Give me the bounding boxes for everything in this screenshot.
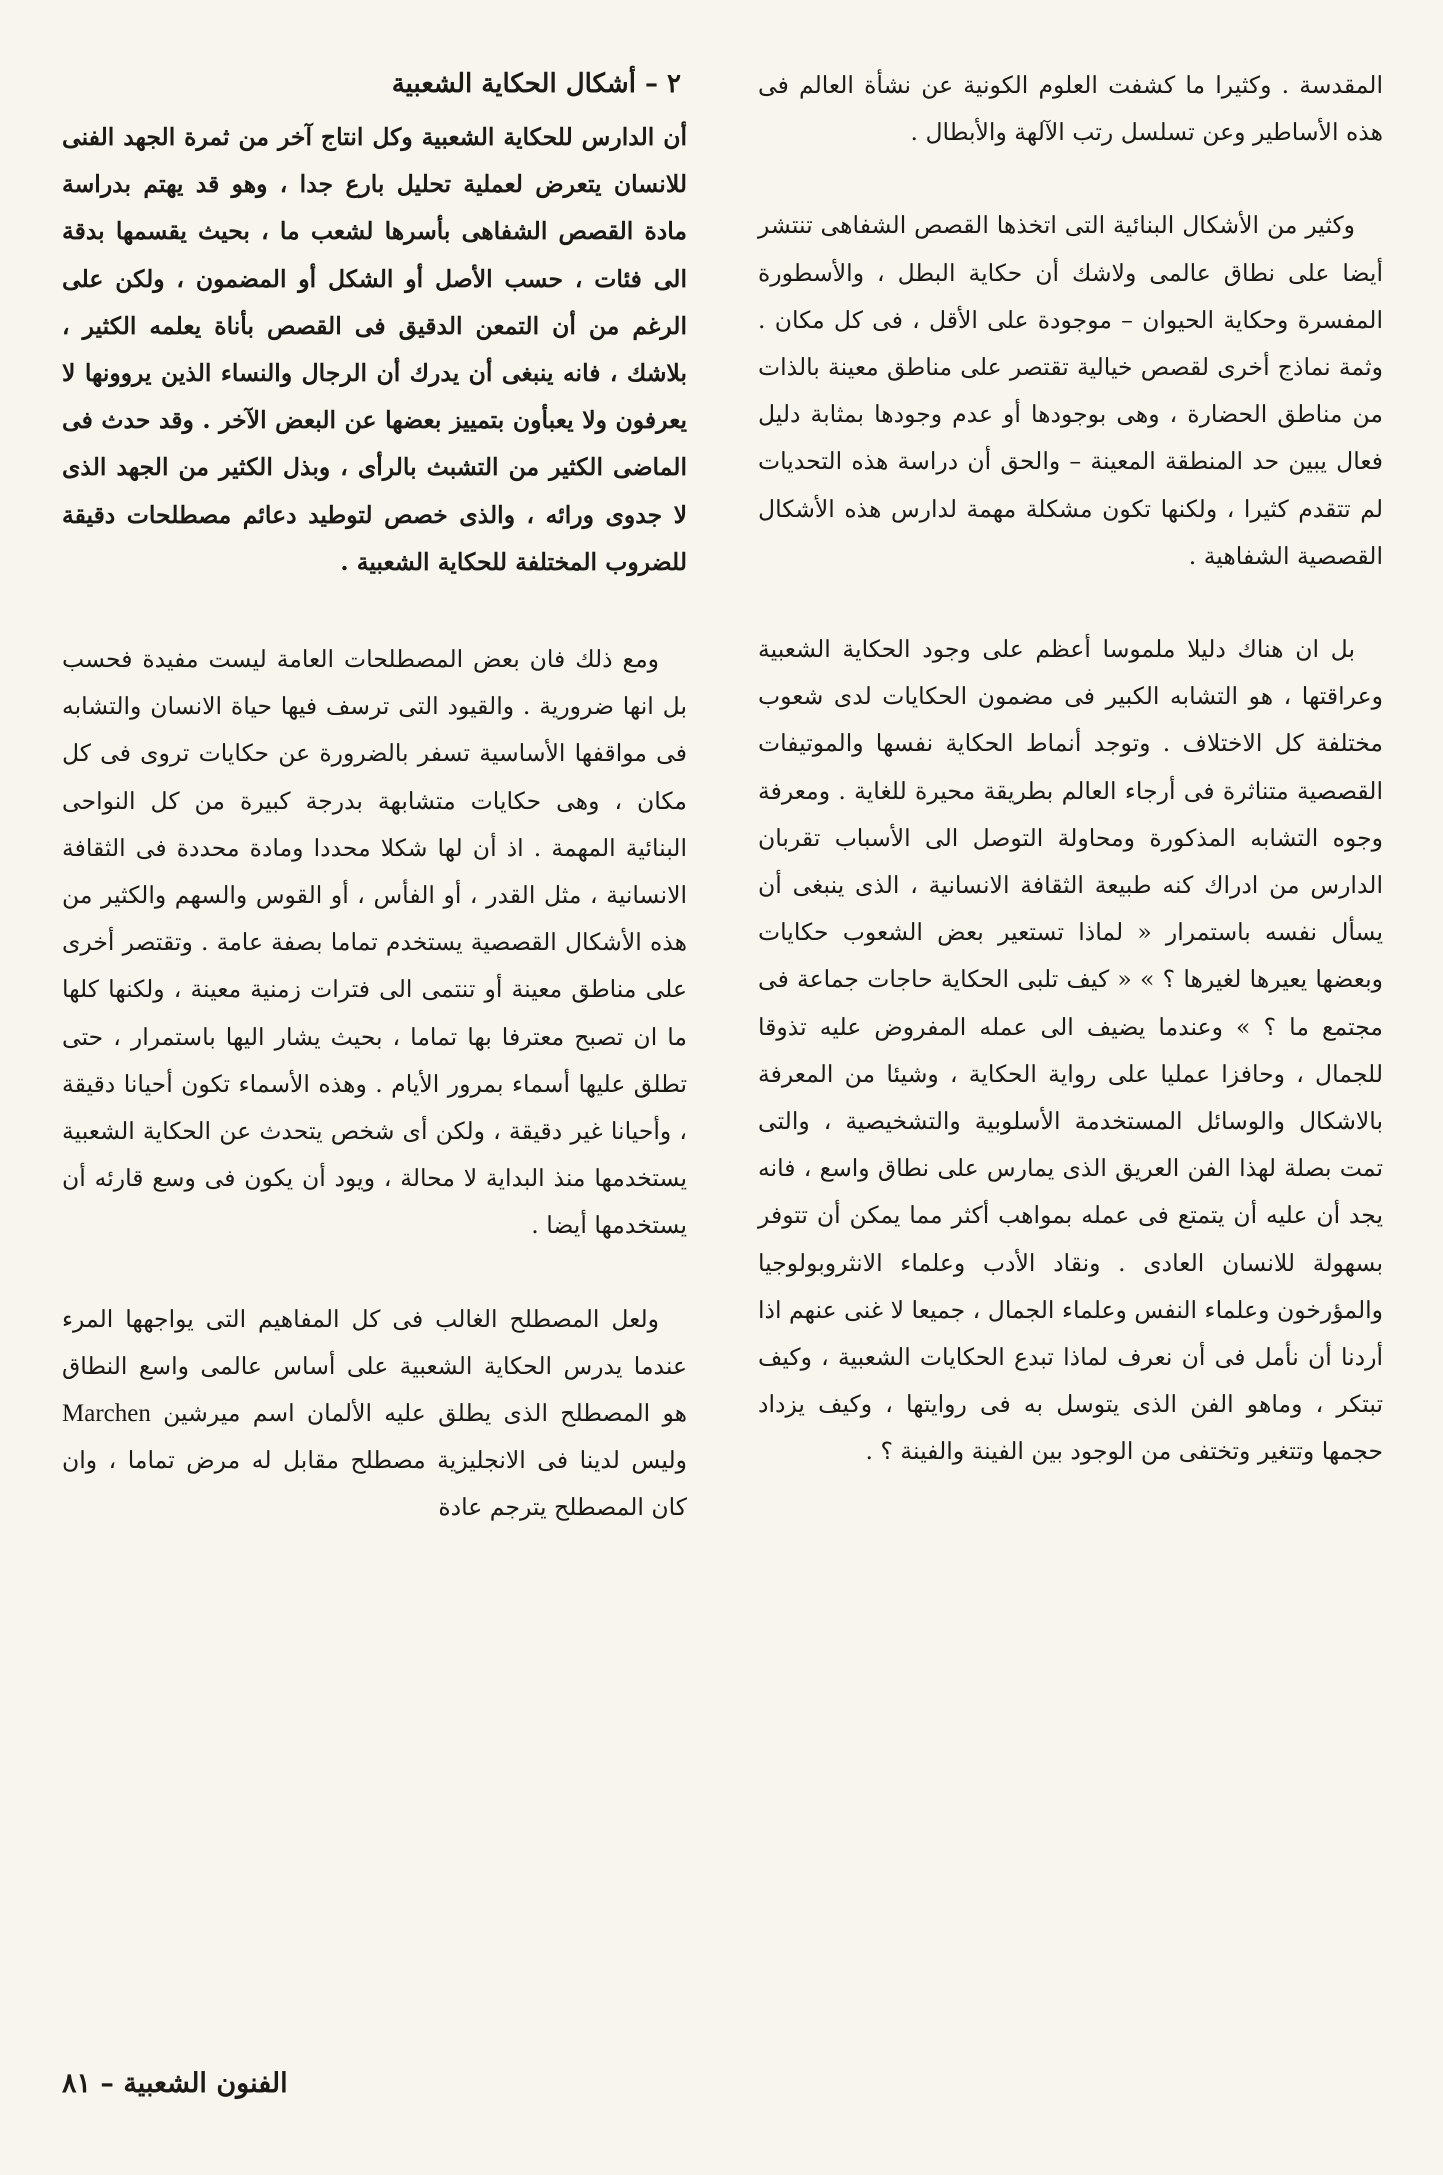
marchen-term: Marchen	[62, 1400, 151, 1428]
page-footer: الفنون الشعبية – ٨١	[62, 2068, 288, 2099]
right-column	[758, 62, 1383, 1476]
marchen-text-end: وليس لدينا فى الانجليزية مصطلح مقابل له مرض تماما ، وان كان المصطلح يترجم عادة	[62, 1446, 687, 1522]
paragraph-general-terms: ومع ذلك فان بعض المصطلحات العامة ليست مفيدة فحسب بل انها ضرورية . والقيود التى ترسف فيها حياة الانسان والتشابه فى مواقفها الأساسية تسفر بالضرورة عن حكايات تروى فى كل مكان ، وهى حكايات متشابهة بدرجة كبيرة من كل النواحى البنائية المهمة . اذ أن لها شكلا محددا ومادة محددة فى الثقافة الانسانية ، مثل القدر ، أو الفأس ، أو القوس والسهم والكثير من هذه الأشكال القصصية يستخدم تماما بصفة عامة . وتقتصر أخرى على مناطق معينة أو تنتمى الى فترات زمنية معينة ، ولكنها كلها ما ان تصبح معترفا بها تماما ، بحيث يشار اليها باستمرار ، حتى تطلق عليها أسماء بمرور الأيام . وهذه الأسماء تكون أحيانا دقيقة ، وأحيانا غير دقيقة ، ولكن أى شخص يتحدث عن الحكاية الشعبية يستخدمها منذ البداية لا محالة ، ويود أن يكون فى وسع قارئه أن يستخدمها أيضا .	[62, 645, 687, 1240]
paragraph-bold-intro: أن الدارس للحكاية الشعبية وكل انتاج آخر من ثمرة الجهد الفنى للانسان يتعرض لعملية تحليل بارع جدا ، وهو قد يهتم بدراسة مادة القصص الشفاهى بأسرها لشعب ما ، بحيث يقسمها بدقة الى فئات ، حسب الأصل أو الشكل أو المضمون ، ولكن على الرغم من أن التمعن الدقيق فى القصص بأناة يعلمه الكثير ، بلاشك ، فانه ينبغى أن يدرك أن الرجال والنساء الذين يروونها لا يعرفون ولا يعبأون بتمييز بعضها عن البعض الآخر . وقد حدث فى الماضى الكثير من التشبث بالرأى ، وبذل الكثير من الجهد الذى لا جدوى ورائه ، والذى خصص لتوطيد دعائم مصطلحات دقيقة للضروب المختلفة للحكاية الشعبية .	[62, 123, 687, 576]
left-column	[62, 62, 687, 1532]
section-title: ٢ – أشكال الحكاية الشعبية	[391, 69, 681, 99]
paragraph-marchen	[62, 1296, 687, 1532]
marchen-text-start: ولعل المصطلح الغالب فى كل المفاهيم التى يواجهها المرء عندما يدرس الحكاية الشعبية على أساس عالمى واسع النطاق هو المصطلح الذى يطلق عليه الألمان اسم ميرشين	[62, 1304, 687, 1428]
paragraph-cosmology: المقدسة . وكثيرا ما كشفت العلوم الكونية عن نشأة العالم فى هذه الأساطير وعن تسلسل رتب الآلهة والأبطال .	[758, 71, 1383, 147]
paragraph-tale-similarity: بل ان هناك دليلا ملموسا أعظم على وجود الحكاية الشعبية وعراقتها ، هو التشابه الكبير فى مضمون الحكايات لدى شعوب مختلفة كل الاختلاف . وتوجد أنماط الحكاية نفسها والموتيفات القصصية متناثرة فى أرجاء العالم بطريقة محيرة للغاية . ومعرفة وجوه التشابه المذكورة ومحاولة التوصل الى الأسباب تقربان الدارس من ادراك كنه طبيعة الثقافة الانسانية ، الذى ينبغى أن يسأل نفسه باستمرار « لماذا تستعير بعض الشعوب حكايات وبعضها يعيرها لغيرها ؟ » « كيف تلبى الحكاية حاجات جماعة فى مجتمع ما ؟ » وعندما يضيف الى عمله المفروض عليه تذوقا للجمال ، وحافزا عمليا على رواية الحكاية ، وشيئا من المعرفة بالاشكال والوسائل المستخدمة الأسلوبية والتشخيصية ، والتى تمت بصلة لهذا الفن العريق الذى يمارس على نطاق واسع ، فانه يجد أن عليه أن يتمتع فى عمله بمواهب أكثر مما يمكن أن تتوفر بسهولة للانسان العادى . ونقاد الأدب وعلماء الانثروبولوجيا والمؤرخون وعلماء النفس وعلماء الجمال ، جميعا لا غنى عنهم اذا أردنا أن نأمل فى أن نعرف لماذا تبدع الحكايات الشعبية ، وكيف تبتكر ، وماهو الفن الذى يتوسل به فى روايتها ، وكيف يزداد حجمها وتتغير وتختفى من الوجود بين الفينة والفينة ؟ .	[758, 635, 1383, 1466]
paragraph-structural-forms: وكثير من الأشكال البنائية التى اتخذها القصص الشفاهى تنتشر أيضا على نطاق عالمى ولاشك أن حكاية البطل ، والأسطورة المفسرة وحكاية الحيوان – موجودة على الأقل ، فى كل مكان . وثمة نماذج أخرى لقصص خيالية تقتصر على مناطق معينة بالذات من مناطق الحضارة ، وهى بوجودها أو عدم وجودها بمثابة دليل فعال يبين حد المنطقة المعينة – والحق أن دراسة هذه التحديات لم تتقدم كثيرا ، ولكنها تكون مشكلة مهمة لدارس هذه الأشكال القصصية الشفاهية .	[758, 211, 1383, 570]
